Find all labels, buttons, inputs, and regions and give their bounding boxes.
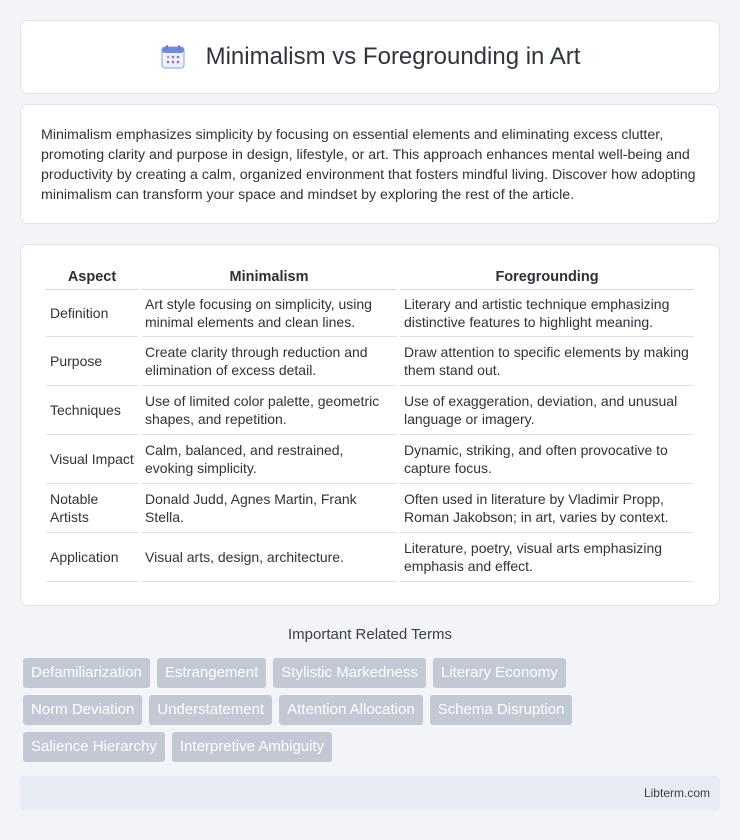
row-aspect: Notable Artists: [46, 484, 138, 533]
row-foregrounding: Use of exaggeration, deviation, and unusual language or imagery.: [400, 386, 694, 435]
tag-row: [23, 658, 723, 688]
row-aspect: Application: [46, 533, 138, 582]
row-aspect: Definition: [46, 290, 138, 337]
tag-interpretive-ambiguity[interactable]: Interpretive Ambiguity: [172, 732, 332, 762]
tag-norm-deviation[interactable]: Norm Deviation: [23, 695, 142, 725]
table-row: [46, 533, 694, 582]
row-minimalism: Art style focusing on simplicity, using minimal elements and clean lines.: [141, 290, 397, 337]
tag-defamiliarization[interactable]: Defamiliarization: [23, 658, 150, 688]
row-foregrounding: Draw attention to specific elements by making them stand out.: [400, 337, 694, 386]
row-minimalism: Visual arts, design, architecture.: [141, 533, 397, 582]
header-aspect: Aspect: [46, 265, 138, 290]
row-foregrounding: Literature, poetry, visual arts emphasizing emphasis and effect.: [400, 533, 694, 582]
row-minimalism: Calm, balanced, and restrained, evoking simplicity.: [141, 435, 397, 484]
row-minimalism: Create clarity through reduction and elimination of excess detail.: [141, 337, 397, 386]
row-aspect: Techniques: [46, 386, 138, 435]
calendar-icon: [160, 44, 186, 70]
tag-stylistic-markedness[interactable]: Stylistic Markedness: [273, 658, 426, 688]
comparison-table-card: [20, 244, 720, 606]
header-minimalism: Minimalism: [141, 265, 397, 290]
tag-literary-economy[interactable]: Literary Economy: [433, 658, 566, 688]
intro-card: [20, 104, 720, 224]
row-foregrounding: Dynamic, striking, and often provocative to capture focus.: [400, 435, 694, 484]
related-terms-tags: [23, 658, 723, 769]
table-row: [46, 435, 694, 484]
header-foregrounding: Foregrounding: [400, 265, 694, 290]
tag-row: [23, 695, 723, 725]
tag-understatement[interactable]: Understatement: [149, 695, 272, 725]
table-row: [46, 484, 694, 533]
intro-text: Minimalism emphasizes simplicity by focusing on essential elements and eliminating excess clutter, promoting clarity and purpose in design, lifestyle, or art. This approach enhances mental well-being and productivity by creating a calm, organized environment that fosters mindful living. Discover how adopting minimalism can transform your space and mindset by exploring the rest of the article.: [41, 127, 696, 203]
table-row: [46, 386, 694, 435]
row-aspect: Visual Impact: [46, 435, 138, 484]
related-terms-title: Important Related Terms: [288, 626, 452, 643]
tag-schema-disruption[interactable]: Schema Disruption: [430, 695, 573, 725]
row-foregrounding: Often used in literature by Vladimir Propp, Roman Jakobson; in art, varies by context.: [400, 484, 694, 533]
footer: [20, 776, 720, 810]
footer-site-link[interactable]: Libterm.com: [643, 786, 710, 800]
title-card: [20, 20, 720, 94]
table-row: [46, 337, 694, 386]
tag-row: [23, 732, 723, 762]
tag-salience-hierarchy[interactable]: Salience Hierarchy: [23, 732, 165, 762]
page-title: Minimalism vs Foregrounding in Art: [205, 43, 581, 70]
table-header-row: [46, 265, 694, 290]
tag-attention-allocation[interactable]: Attention Allocation: [279, 695, 423, 725]
row-minimalism: Use of limited color palette, geometric shapes, and repetition.: [141, 386, 397, 435]
tag-estrangement[interactable]: Estrangement: [157, 658, 266, 688]
table-row: [46, 290, 694, 337]
row-foregrounding: Literary and artistic technique emphasizing distinctive features to highlight meaning.: [400, 290, 694, 337]
row-aspect: Purpose: [46, 337, 138, 386]
comparison-table: [43, 265, 697, 582]
row-minimalism: Donald Judd, Agnes Martin, Frank Stella.: [141, 484, 397, 533]
